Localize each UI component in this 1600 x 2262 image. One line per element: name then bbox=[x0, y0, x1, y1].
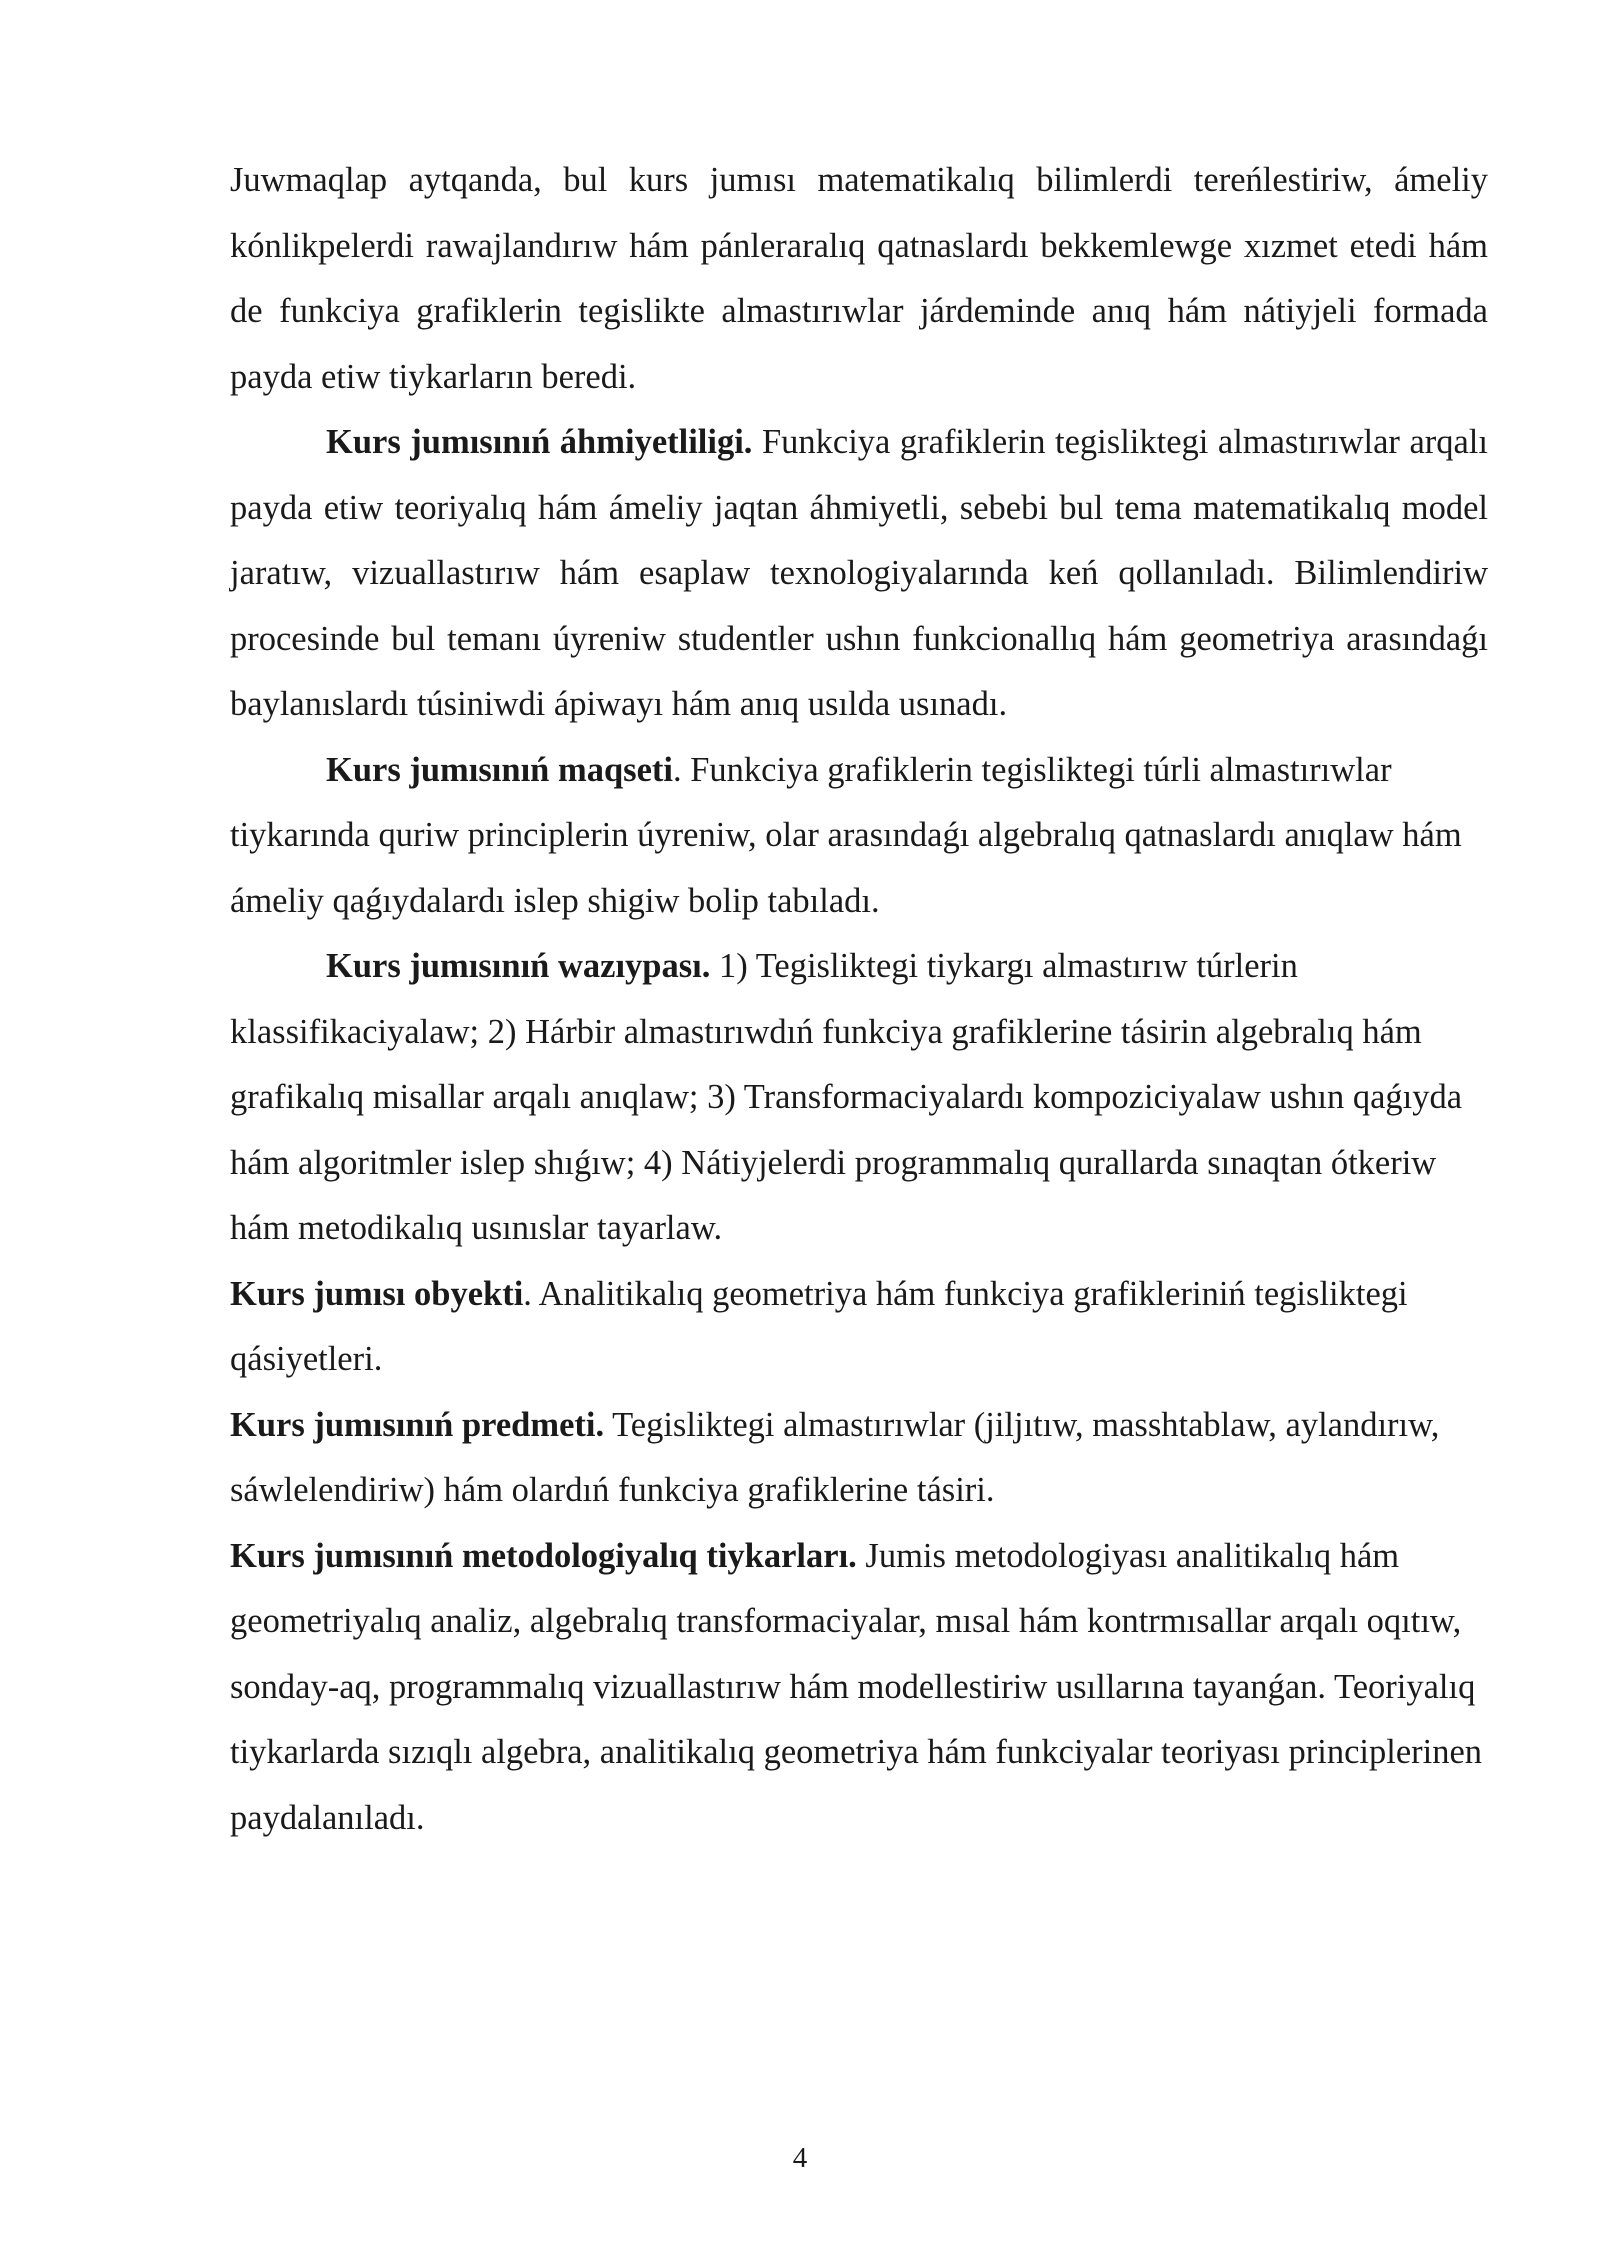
paragraph-goal bbox=[230, 738, 1488, 935]
paragraph-conclusion-text: Juwmaqlap aytqanda, bul kurs jumısı matematikalıq bilimlerdi tereńlestiriw, ámeliy kónlikpelerdi rawajlandırıw hám pánleraralıq qatnaslardı bekkemlewge xızmet etedi hám de funkciya grafiklerin tegislikte almastırıwlar járdeminde anıq hám nátiyjeli formada payda etiw tiykarların beredi. bbox=[230, 161, 1488, 396]
paragraph-tasks bbox=[230, 934, 1488, 1262]
heading-importance: Kurs jumısınıń áhmiyetliligi. bbox=[326, 423, 753, 461]
paragraph-conclusion bbox=[230, 148, 1488, 410]
paragraph-importance bbox=[230, 410, 1488, 738]
paragraph-tasks-text: 1) Tegisliktegi tiykargı almastırıw túrlerin klassifikaciyalaw; 2) Hárbir almastırıwdıń funkciya grafiklerine tásirin algebralıq hám grafikalıq misallar arqalı anıqlaw; 3) Transformaciyalardı kompoziciyalaw ushın qaǵıyda hám algoritmler islep shıǵıw; 4) Nátiyjelerdi programmalıq qurallarda sınaqtan ótkeriw hám metodikalıq usınıslar tayarlaw. bbox=[230, 947, 1463, 1247]
heading-tasks: Kurs jumısınıń wazıypası. bbox=[326, 947, 711, 985]
heading-object: Kurs jumısı obyekti bbox=[230, 1274, 524, 1313]
heading-methodology: Kurs jumısınıń metodologiyalıq tiykarları. bbox=[230, 1536, 857, 1575]
paragraph-object-text: . Analitikalıq geometriya hám funkciya grafikleriniń tegisliktegi qásiyetleri. bbox=[230, 1274, 1408, 1378]
paragraph-importance-text: Funkciya grafiklerin tegisliktegi almastırıwlar arqalı payda etiw teoriyalıq hám ámeliy jaqtan áhmiyetli, sebebi bul tema matematikalıq model jaratıw, vizuallastırıw hám esaplaw texnologiyalarında keń qollanıladı. Bilimlendiriw procesinde bul temanı úyreniw studentler ushın funkcionallıq hám geometriya arasındaǵı baylanıslardı túsiniwdi ápiwayı hám anıq usılda usınadı. bbox=[230, 423, 1488, 723]
heading-goal: Kurs jumısınıń maqseti bbox=[326, 750, 673, 789]
paragraph-methodology bbox=[230, 1524, 1488, 1852]
heading-subject: Kurs jumısınıń predmeti. bbox=[230, 1405, 605, 1444]
document-page bbox=[230, 148, 1488, 1851]
paragraph-object bbox=[230, 1262, 1488, 1393]
paragraph-methodology-text: Jumis metodologiyası analitikalıq hám geometriyalıq analiz, algebralıq transformaciyalar, mısal hám kontrmısallar arqalı oqıtıw, sonday-aq, programmalıq vizuallastırıw hám modellestiriw usıllarına tayanǵan. Teoriyalıq tiykarlarda sızıqlı algebra, analitikalıq geometriya hám funkciyalar teoriyası principlerinen paydalanıladı. bbox=[230, 1536, 1483, 1837]
page-number: 4 bbox=[792, 2142, 808, 2174]
paragraph-subject-text: Tegisliktegi almastırıwlar (jiljıtıw, masshtablaw, aylandırıw, sáwlelendiriw) hám olardıń funkciya grafiklerine tásiri. bbox=[230, 1405, 1440, 1509]
paragraph-subject bbox=[230, 1393, 1488, 1524]
paragraph-goal-text: . Funkciya grafiklerin tegisliktegi túrli almastırıwlar tiykarında quriw principlerin úyreniw, olar arasındaǵı algebralıq qatnaslardı anıqlaw hám ámeliy qaǵıydalardı islep shigiw bolip tabıladı. bbox=[230, 750, 1462, 920]
